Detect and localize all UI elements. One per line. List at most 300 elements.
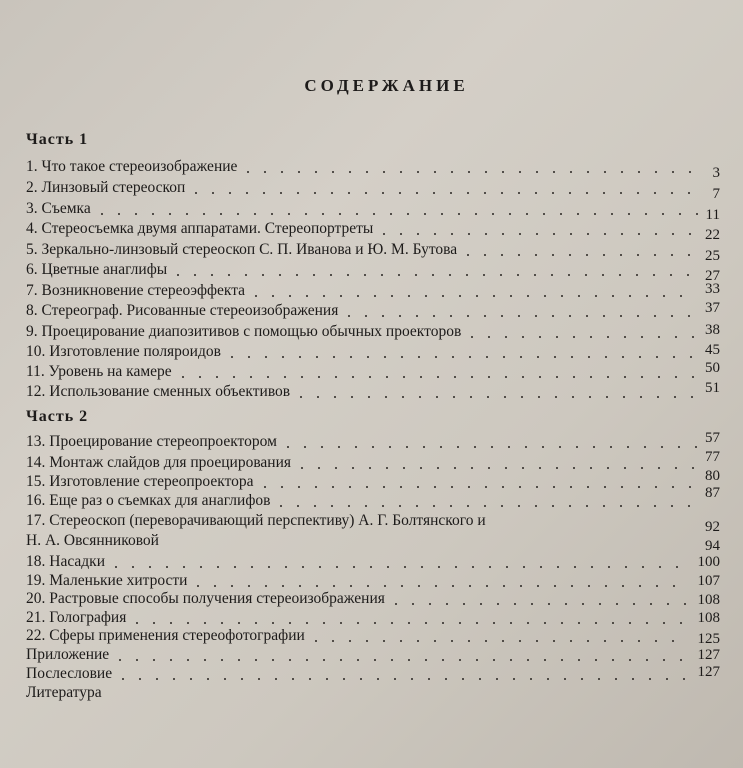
leader-dot <box>687 274 689 276</box>
leader-dot <box>637 192 639 194</box>
leader-dot <box>672 171 674 173</box>
leader-dot <box>391 659 393 661</box>
leader-dot <box>573 336 575 338</box>
leader-dot <box>468 640 470 642</box>
leader-dot <box>585 274 587 276</box>
leader-dot <box>403 467 405 469</box>
leader-dot <box>467 192 469 194</box>
leader-dot <box>518 192 520 194</box>
page-title: СОДЕРЖАНИЕ <box>304 76 469 95</box>
leader-dot <box>646 295 648 297</box>
leader-dot <box>608 566 610 568</box>
leader-dot <box>365 315 367 317</box>
toc-entry <box>26 645 720 665</box>
leader-dot <box>315 640 317 642</box>
leader-dot <box>398 274 400 276</box>
leader-dot <box>675 376 677 378</box>
toc-entry <box>26 468 720 492</box>
toc-entry <box>26 240 720 264</box>
leader-dot <box>561 659 563 661</box>
leader-dot <box>433 315 435 317</box>
leader-dot <box>404 566 406 568</box>
leader-dot <box>538 396 540 398</box>
toc-entry-page: 37 <box>705 300 720 316</box>
leader-dot <box>488 376 490 378</box>
leader-dot <box>156 678 158 680</box>
leader-dot <box>688 254 690 256</box>
leader-dot <box>297 505 299 507</box>
leader-dot <box>615 678 617 680</box>
leader-dot <box>462 678 464 680</box>
toc-entry <box>26 199 720 223</box>
leader-dot <box>604 233 606 235</box>
leader-dot <box>587 640 589 642</box>
leader-dot <box>350 356 352 358</box>
leader-dot <box>442 622 444 624</box>
leader-dot <box>604 640 606 642</box>
toc-entry-title: 12. Использование сменных объективов <box>26 383 291 400</box>
leader-dot <box>621 171 623 173</box>
leader-dot <box>587 486 589 488</box>
leader-dot <box>415 274 417 276</box>
leader-dot <box>564 678 566 680</box>
leader-dot <box>520 356 522 358</box>
leader-dot <box>637 315 639 317</box>
leader-dot <box>330 274 332 276</box>
leader-dot <box>607 467 609 469</box>
leader-dot <box>416 505 418 507</box>
leader-dot <box>280 505 282 507</box>
leader-dot <box>552 254 554 256</box>
leader-dot <box>315 171 317 173</box>
leader-dot <box>571 585 573 587</box>
leader-dot <box>638 486 640 488</box>
leader-dot <box>445 678 447 680</box>
leader-dot <box>364 274 366 276</box>
leader-dot <box>521 396 523 398</box>
leader-dot <box>581 678 583 680</box>
leader-dot <box>493 295 495 297</box>
leader-dot <box>119 659 121 661</box>
leader-dot <box>610 446 612 448</box>
leader-dot <box>671 315 673 317</box>
leader-dot <box>621 233 623 235</box>
leader-dot <box>316 356 318 358</box>
leader-dot <box>586 192 588 194</box>
toc-entry-page: 80 <box>705 468 720 484</box>
leader-dot <box>469 585 471 587</box>
leader-dot <box>306 295 308 297</box>
leader-dot <box>688 505 690 507</box>
leader-dot <box>374 622 376 624</box>
leader-dot <box>353 566 355 568</box>
leader-dot <box>582 603 584 605</box>
leader-dot <box>417 640 419 642</box>
leader-dot <box>470 396 472 398</box>
leader-dot <box>671 254 673 256</box>
leader-dot <box>425 295 427 297</box>
toc-entry-page: 51 <box>705 380 720 396</box>
toc-entry-title: 6. Цветные анаглифы <box>26 261 168 278</box>
leader-dot <box>238 659 240 661</box>
toc-entry-page: 127 <box>697 664 720 680</box>
leader-dot <box>510 622 512 624</box>
leader-dot <box>204 622 206 624</box>
leader-dot <box>578 622 580 624</box>
leader-dot <box>467 505 469 507</box>
leader-dot <box>476 659 478 661</box>
leader-dot <box>636 274 638 276</box>
toc-entry <box>26 178 720 202</box>
leader-dot <box>471 376 473 378</box>
toc-entry <box>26 342 720 362</box>
leader-dot <box>548 603 550 605</box>
leader-dot <box>318 467 320 469</box>
leader-dot <box>667 603 669 605</box>
leader-dot <box>526 213 528 215</box>
leader-dot <box>419 396 421 398</box>
leader-dot <box>305 213 307 215</box>
leader-dot <box>632 678 634 680</box>
leader-dot <box>488 336 490 338</box>
leader-dot <box>360 678 362 680</box>
leader-dot <box>469 356 471 358</box>
toc-entry-page: 50 <box>705 360 720 376</box>
toc-entry-page: 11 <box>705 207 720 223</box>
leader-dot <box>229 192 231 194</box>
leader-dot <box>177 274 179 276</box>
leader-dot <box>485 486 487 488</box>
toc-entry <box>26 589 720 609</box>
toc-entry-page: 100 <box>697 554 720 570</box>
leader-dot <box>606 396 608 398</box>
leader-dot <box>450 192 452 194</box>
leader-dot <box>492 213 494 215</box>
leader-dot <box>234 566 236 568</box>
leader-dot <box>625 566 627 568</box>
leader-dot <box>299 585 301 587</box>
leader-dot <box>502 233 504 235</box>
leader-dot <box>355 446 357 448</box>
leader-dot <box>428 678 430 680</box>
leader-dot <box>357 622 359 624</box>
leader-dot <box>285 566 287 568</box>
leader-dot <box>672 486 674 488</box>
leader-dot <box>551 274 553 276</box>
leader-dot <box>571 356 573 358</box>
leader-dot <box>553 486 555 488</box>
leader-dot <box>166 566 168 568</box>
leader-dot <box>336 566 338 568</box>
leader-dot <box>372 446 374 448</box>
leader-dot <box>654 505 656 507</box>
leader-dot <box>603 505 605 507</box>
leader-dot <box>505 336 507 338</box>
leader-dot <box>153 659 155 661</box>
leader-dot <box>231 585 233 587</box>
leader-dot <box>450 315 452 317</box>
leader-dot <box>622 585 624 587</box>
toc-entry-page: 7 <box>712 186 720 202</box>
leader-dot <box>265 356 267 358</box>
leader-dot <box>300 396 302 398</box>
leader-dot <box>598 678 600 680</box>
leader-dot <box>281 486 283 488</box>
toc-entry-page: 77 <box>705 449 720 465</box>
leader-dot <box>434 640 436 642</box>
leader-dot <box>289 659 291 661</box>
leader-dot <box>458 213 460 215</box>
leader-dot <box>122 678 124 680</box>
leader-dot <box>621 640 623 642</box>
leader-dot <box>231 356 233 358</box>
leader-dot <box>569 254 571 256</box>
toc-entry <box>26 281 720 301</box>
leader-dot <box>263 192 265 194</box>
leader-dot <box>417 233 419 235</box>
leader-dot <box>433 192 435 194</box>
leader-dot <box>666 678 668 680</box>
leader-dot <box>391 622 393 624</box>
leader-dot <box>374 659 376 661</box>
leader-dot <box>271 213 273 215</box>
toc-entry-page: 45 <box>705 342 720 358</box>
leader-dot <box>655 233 657 235</box>
leader-dot <box>153 622 155 624</box>
leader-dot <box>457 446 459 448</box>
toc-entry-title: 11. Уровень на камере <box>26 363 172 380</box>
leader-dot <box>435 356 437 358</box>
leader-dot <box>255 622 257 624</box>
toc-entry-page: 107 <box>697 573 720 589</box>
leader-dot <box>570 233 572 235</box>
leader-dot <box>304 446 306 448</box>
part-2-heading: Часть 2 <box>26 408 89 425</box>
toc-entry-title-line2: Н. А. Овсянниковой <box>26 532 159 549</box>
leader-dot <box>416 315 418 317</box>
leader-dot <box>301 467 303 469</box>
leader-dot <box>572 396 574 398</box>
leader-dot <box>399 315 401 317</box>
toc-entry-page: 92 <box>705 519 720 535</box>
leader-dot <box>441 213 443 215</box>
leader-dot <box>485 171 487 173</box>
leader-dot <box>485 640 487 642</box>
leader-dot <box>561 622 563 624</box>
leader-dot <box>170 622 172 624</box>
leader-dot <box>348 315 350 317</box>
leader-dot <box>436 396 438 398</box>
leader-dot <box>496 678 498 680</box>
leader-dot <box>289 622 291 624</box>
leader-dot <box>544 295 546 297</box>
leader-dot <box>689 233 691 235</box>
leader-dot <box>519 640 521 642</box>
leader-dot <box>638 640 640 642</box>
leader-dot <box>369 467 371 469</box>
toc-entry <box>26 552 720 572</box>
toc-entry-page: 108 <box>697 610 720 626</box>
leader-dot <box>383 640 385 642</box>
leader-dot <box>268 566 270 568</box>
leader-dot <box>332 171 334 173</box>
toc-entry-title-line1: 17. Стереоскоп (переворачивающий перспективу) А. Г. Болтянского и <box>26 512 486 529</box>
toc-entry-title: 4. Стереосъемка двумя аппаратами. Стереопортреты <box>26 220 374 237</box>
leader-dot <box>400 640 402 642</box>
leader-dot <box>356 213 358 215</box>
toc-entry-page: 125 <box>697 631 720 647</box>
leader-dot <box>658 467 660 469</box>
leader-dot <box>520 585 522 587</box>
leader-dot <box>351 396 353 398</box>
leader-dot <box>605 356 607 358</box>
leader-dot <box>624 376 626 378</box>
leader-dot <box>683 678 685 680</box>
leader-dot <box>247 171 249 173</box>
leader-dot <box>692 467 694 469</box>
leader-dot <box>373 213 375 215</box>
leader-dot <box>604 486 606 488</box>
leader-dot <box>338 446 340 448</box>
leader-dot <box>399 192 401 194</box>
leader-dot <box>254 213 256 215</box>
leader-dot <box>466 274 468 276</box>
toc-entry-title: 7. Возникновение стереоэффекта <box>26 282 246 299</box>
leader-dot <box>522 376 524 378</box>
leader-dot <box>602 274 604 276</box>
leader-dot <box>451 233 453 235</box>
leader-dot <box>136 622 138 624</box>
leader-dot <box>501 505 503 507</box>
leader-dot <box>298 171 300 173</box>
leader-dot <box>480 603 482 605</box>
leader-dot <box>301 376 303 378</box>
leader-dot <box>370 566 372 568</box>
leader-dot <box>622 356 624 358</box>
leader-dot <box>637 505 639 507</box>
leader-dot <box>115 566 117 568</box>
leader-dot <box>279 274 281 276</box>
leader-dot <box>517 274 519 276</box>
leader-dot <box>619 274 621 276</box>
leader-dot <box>468 233 470 235</box>
leader-dot <box>658 336 660 338</box>
toc-entry-page: 57 <box>705 430 720 446</box>
leader-dot <box>471 467 473 469</box>
leader-dot <box>689 486 691 488</box>
leader-dot <box>612 659 614 661</box>
leader-dot <box>322 213 324 215</box>
leader-dot <box>331 192 333 194</box>
leader-dot <box>323 659 325 661</box>
toc-entry <box>26 664 720 684</box>
leader-dot <box>493 622 495 624</box>
leader-dot <box>418 356 420 358</box>
leader-dot <box>671 192 673 194</box>
leader-dot <box>689 171 691 173</box>
toc-entry <box>26 382 720 402</box>
leader-dot <box>471 336 473 338</box>
leader-dot <box>671 505 673 507</box>
leader-dot <box>272 295 274 297</box>
leader-dot <box>505 467 507 469</box>
toc-entry-title: 3. Съемка <box>26 200 91 217</box>
leader-dot <box>421 566 423 568</box>
leader-dot <box>182 376 184 378</box>
leader-dot <box>365 192 367 194</box>
toc-entry-page: 127 <box>697 647 720 663</box>
leader-dot <box>536 233 538 235</box>
leader-dot <box>424 213 426 215</box>
leader-dot <box>453 396 455 398</box>
leader-dot <box>280 192 282 194</box>
toc-entry-title: 22. Сферы применения стереофотографии <box>26 627 305 644</box>
leader-dot <box>288 213 290 215</box>
leader-dot <box>183 566 185 568</box>
leader-dot <box>502 640 504 642</box>
leader-dot <box>534 274 536 276</box>
leader-dot <box>385 396 387 398</box>
leader-dot <box>670 274 672 276</box>
leader-dot <box>655 640 657 642</box>
leader-dot <box>629 622 631 624</box>
leader-dot <box>638 171 640 173</box>
leader-dot <box>408 659 410 661</box>
leader-dot <box>518 505 520 507</box>
leader-dot <box>306 659 308 661</box>
leader-dot <box>503 585 505 587</box>
leader-dot <box>384 585 386 587</box>
leader-dot <box>493 659 495 661</box>
leader-dot <box>173 678 175 680</box>
leader-dot <box>316 585 318 587</box>
leader-dot <box>692 376 694 378</box>
toc-entry-title: 13. Проецирование стереопроектором <box>26 433 277 450</box>
leader-dot <box>335 376 337 378</box>
leader-dot <box>536 640 538 642</box>
leader-dot <box>555 396 557 398</box>
leader-dot <box>349 486 351 488</box>
leader-dot <box>434 486 436 488</box>
leader-dot <box>527 295 529 297</box>
leader-dot <box>556 467 558 469</box>
toc-entry <box>26 626 720 646</box>
leader-dot <box>281 171 283 173</box>
leader-dot <box>653 274 655 276</box>
leader-dot <box>655 486 657 488</box>
leader-dot <box>662 213 664 215</box>
leader-dot <box>459 295 461 297</box>
leader-dot <box>435 585 437 587</box>
leader-dot <box>573 376 575 378</box>
leader-dot <box>544 622 546 624</box>
leader-dot <box>484 315 486 317</box>
leader-dot <box>663 622 665 624</box>
leader-dot <box>588 356 590 358</box>
leader-dot <box>530 678 532 680</box>
leader-dot <box>695 446 697 448</box>
leader-dot <box>186 213 188 215</box>
leader-dot <box>577 213 579 215</box>
leader-dot <box>403 376 405 378</box>
leader-dot <box>332 486 334 488</box>
leader-dot <box>518 254 520 256</box>
toc-entry-title: 8. Стереограф. Рисованные стереоизображения <box>26 302 339 319</box>
leader-dot <box>692 336 694 338</box>
leader-dot <box>408 622 410 624</box>
leader-dot <box>656 356 658 358</box>
leader-dot <box>382 192 384 194</box>
